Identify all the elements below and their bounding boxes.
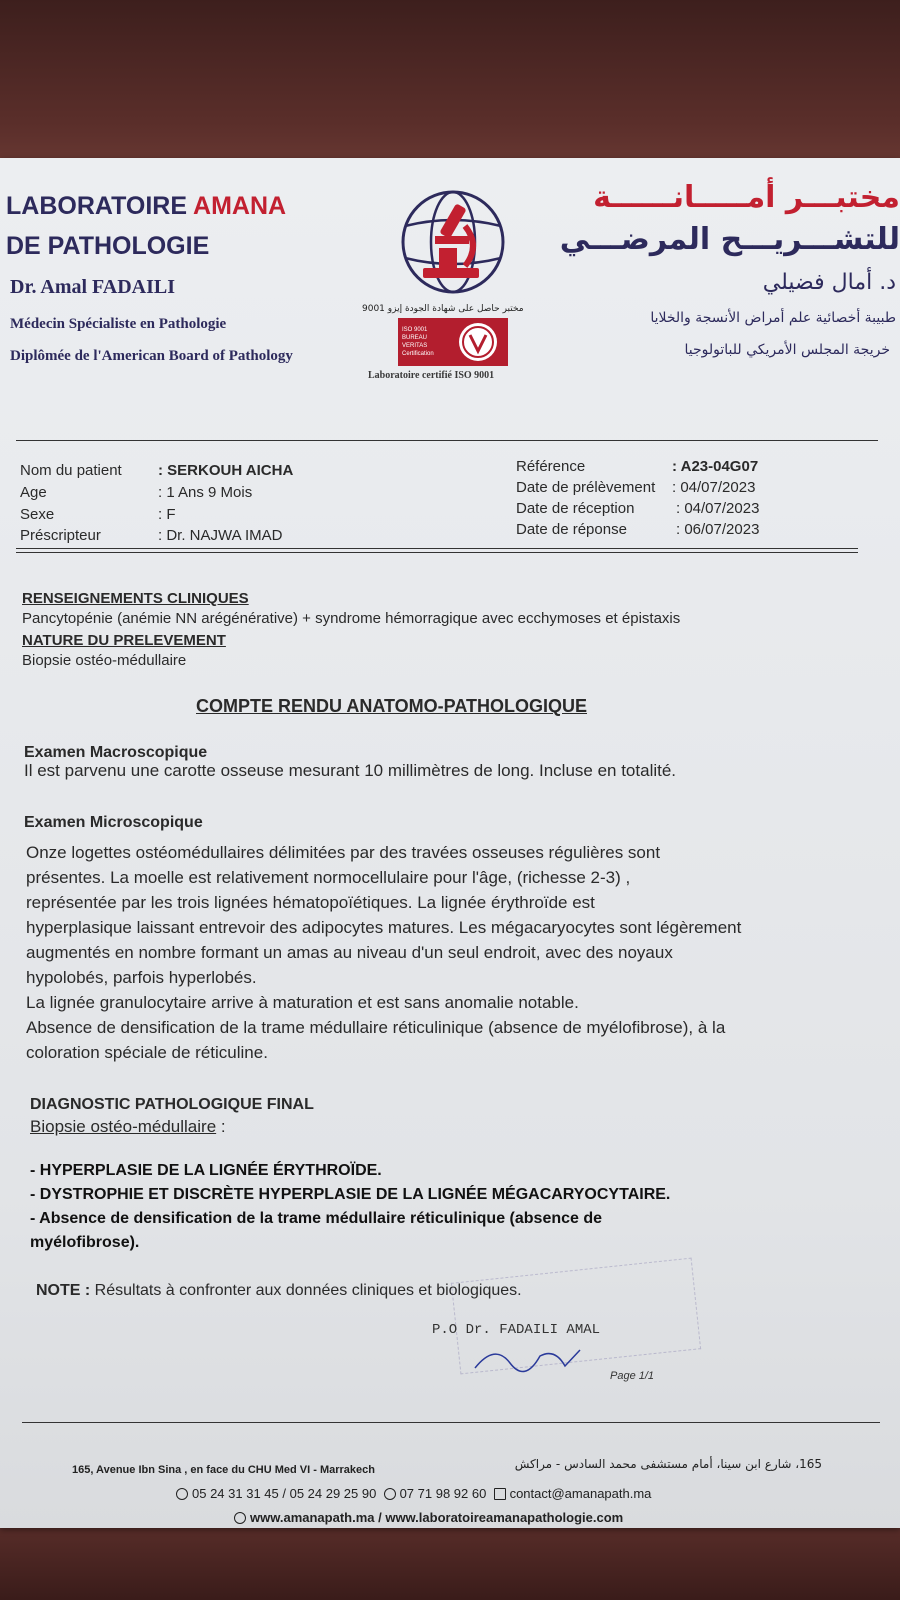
micro-line: augmentés en nombre formant un amas au niveau d'un seul endroit, avec des noyaux: [26, 943, 673, 962]
micro-line: hyperplasique laissant entrevoir des adipocytes matures. Les mégacaryocytes sont légèrement: [26, 918, 742, 937]
micro-exam-text: [26, 840, 886, 1065]
diagnosis-line: - HYPERPLASIE DE LA LIGNÉE ÉRYTHROÏDE.: [30, 1162, 382, 1179]
patient-sex-label: Sexe: [20, 506, 55, 523]
globe-icon: [234, 1512, 246, 1524]
iso-certification: Laboratoire certifié ISO 9001: [368, 370, 495, 381]
microscope-globe-logo: [395, 186, 510, 298]
mail-icon: [494, 1488, 506, 1500]
bureau-veritas-seal-icon: [456, 321, 500, 363]
clinical-info-text: Pancytopénie (anémie NN arégénérative) + syndrome hémorragique avec ecchymoses et épistaxis: [22, 610, 681, 627]
sampling-date-label: Date de prélèvement: [516, 479, 656, 496]
reception-date-value: : 04/07/2023: [676, 500, 760, 517]
lab-name: LABORATOIRE AMANA: [6, 192, 287, 220]
diagnosis-line: myélofibrose).: [30, 1234, 140, 1251]
diagnosis-title: DIAGNOSTIC PATHOLOGIQUE FINAL: [30, 1096, 314, 1113]
macro-exam-text: Il est parvenu une carotte osseuse mesurant 10 millimètres de long. Incluse en totalité.: [24, 761, 677, 780]
lab-name-arabic: مختبـــر أمـــــانــــــة: [593, 180, 900, 215]
patient-name-value: : SERKOUH AICHA: [158, 462, 294, 479]
handwritten-signature-icon: [470, 1338, 590, 1378]
doctor-name: Dr. Amal FADAILI: [10, 276, 176, 298]
reference-label: Référence: [516, 458, 586, 475]
patient-name-label: Nom du patient: [20, 462, 122, 479]
micro-line: hypolobés, parfois hyperlobés.: [26, 968, 257, 987]
reference-value: : A23-04G07: [672, 458, 759, 475]
header-divider: [16, 440, 878, 441]
micro-line: présentes. La moelle est relativement normocellulaire pour l'âge, (richesse 2-3) ,: [26, 868, 631, 887]
macro-exam-title: Examen Macroscopique: [24, 744, 208, 761]
patient-age-value: : 1 Ans 9 Mois: [158, 484, 253, 501]
footer-contacts: 05 24 31 31 45 / 05 24 29 25 90 07 71 98 92 60 contact@amanapath.ma: [176, 1486, 651, 1501]
doctor-specialty-arabic: طبيبة أخصائية علم أمراض الأنسجة والخلايا: [650, 310, 896, 326]
report-title: COMPTE RENDU ANATOMO-PATHOLOGIQUE: [196, 696, 587, 716]
patient-divider: [16, 548, 858, 553]
micro-exam-title: Examen Microscopique: [24, 814, 203, 831]
bureau-veritas-text: ISO 9001 BUREAU VERITAS Certification: [402, 327, 434, 357]
sampling-date-value: : 04/07/2023: [672, 479, 756, 496]
note: NOTE : Résultats à confronter aux données cliniques et biologiques.: [36, 1282, 522, 1299]
lab-name-arabic-line2: للتشـــريـــح المرضـــي: [559, 222, 900, 257]
diagnosis-subtitle: Biopsie ostéo-médullaire :: [30, 1117, 226, 1136]
micro-line: coloration spéciale de réticuline.: [26, 1043, 268, 1062]
report-sheet: [0, 158, 900, 1528]
diagnosis-line: - DYSTROPHIE ET DISCRÈTE HYPERPLASIE DE LA LIGNÉE MÉGACARYOCYTAIRE.: [30, 1186, 671, 1203]
footer-divider: [22, 1422, 880, 1423]
doctor-specialty: Médecin Spécialiste en Pathologie: [10, 316, 227, 332]
response-date-value: : 06/07/2023: [676, 521, 760, 538]
footer-address: 165, Avenue Ibn Sina , en face du CHU Med VI - Marrakech: [72, 1464, 375, 1476]
whatsapp-icon: [384, 1488, 396, 1500]
doctor-diploma: Diplômée de l'American Board of Pathology: [10, 348, 293, 364]
table-surface: [0, 0, 900, 175]
micro-line: Onze logettes ostéomédullaires délimitées par des travées osseuses régulières sont: [26, 843, 661, 862]
table-surface-bottom: [0, 1520, 900, 1600]
reception-date-label: Date de réception: [516, 500, 635, 517]
lab-name-line2: DE PATHOLOGIE: [6, 232, 210, 260]
prescriber-value: : Dr. NAJWA IMAD: [158, 527, 283, 544]
website-link[interactable]: www.amanapath.ma / www.laboratoireamanapathologie.com: [250, 1510, 624, 1525]
micro-line: La lignée granulocytaire arrive à maturation et est sans anomalie notable.: [26, 993, 579, 1012]
page-number: Page 1/1: [610, 1370, 655, 1382]
clinical-info-title: RENSEIGNEMENTS CLINIQUES: [22, 590, 249, 607]
sample-nature-text: Biopsie ostéo-médullaire: [22, 652, 187, 669]
prescriber-label: Préscripteur: [20, 527, 101, 544]
patient-sex-value: : F: [158, 506, 176, 523]
signature-line: P.O Dr. FADAILI AMAL: [432, 1322, 601, 1338]
diagnosis-line: - Absence de densification de la trame médullaire réticulinique (absence de: [30, 1210, 603, 1227]
response-date-label: Date de réponse: [516, 521, 627, 538]
patient-age-label: Age: [20, 484, 47, 501]
iso-arabic-caption: مختبر حاصل على شهادة الجودة إيزو 9001: [362, 304, 524, 314]
sample-nature-title: NATURE DU PRELEVEMENT: [22, 632, 226, 649]
phone-icon: [176, 1488, 188, 1500]
footer-web: [234, 1510, 623, 1525]
email-link[interactable]: contact@amanapath.ma: [509, 1486, 652, 1501]
doctor-name-arabic: د. أمال فضيلي: [762, 270, 896, 295]
micro-line: Absence de densification de la trame médullaire réticulinique (absence de myélofibrose), à la: [26, 1018, 726, 1037]
micro-line: représentée par les trois lignées hématopoïétiques. La lignée érythroïde est: [26, 893, 595, 912]
doctor-diploma-arabic: خريجة المجلس الأمريكي للباتولوجيا: [684, 342, 890, 358]
footer-address-arabic: 165، شارع ابن سينا، أمام مستشفى محمد السادس - مراكش: [514, 1457, 822, 1471]
